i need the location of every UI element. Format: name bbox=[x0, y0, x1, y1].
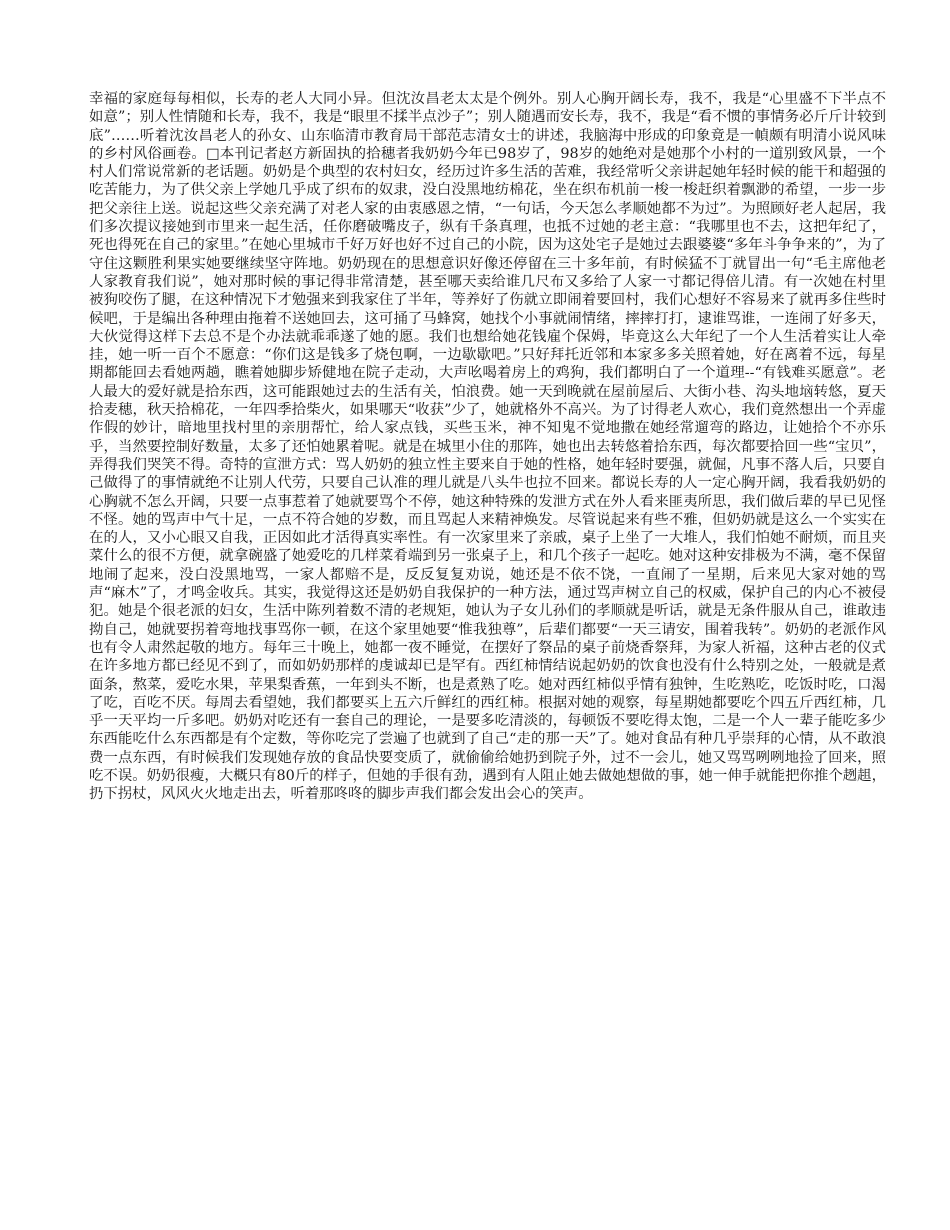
article-body bbox=[89, 90, 886, 804]
article-paragraph: 幸福的家庭每每相似，长寿的老人大同小异。但沈汝昌老太太是个例外。别人心胸开阔长寿，我不，我是“心里盛不下半点不如意”；别人性情随和长寿，我不，我是“眼里不揉半点沙子”；别人随遇而安长寿，我不，我是“看不惯的事情务必斤斤计较到底”……听着沈汝昌老人的孙女、山东临清市教育局干部范志清女士的讲述，我脑海中形成的印象竟是一幀颇有明清小说风味的乡村风俗画卷。□本刊记者赵方新固执的拾穗者我奶奶今年已98岁了，98岁的她绝对是她那个小村的一道别致风景，一个村人们常说常新的老话题。奶奶是个典型的农村妇女，经历过许多生活的苦难，我经常听父亲讲起她年轻时候的能干和超强的吃苦能力，为了供父亲上学她几乎成了织布的奴隶，没白没黑地纺棉花，坐在织布机前一梭一梭赶织着飘渺的希望，一步一步把父亲往上送。说起这些父亲充满了对老人家的由衷感恩之情，“一句话，今天怎么孝顺她都不为过”。为照顾好老人起居，我们多次提议接她到市里来一起生活，任你磨破嘴皮子，纵有千条真理，也抵不过她的老主意：“我哪里也不去，这把年纪了，死也得死在自己的家里。”在她心里城市千好万好也好不过自己的小院，因为这处宅子是她过去跟婆婆“多年斗争争来的”，为了守住这颗胜利果实她要继续坚守阵地。奶奶现在的思想意识好像还停留在三十多年前，有时候猛不丁就冒出一句“毛主席他老人家教育我们说”，她对那时候的事记得非常清楚，甚至哪天卖给谁几尺布又多给了人家一寸都记得倍儿清。有一次她在村里被狗咬伤了腿，在这种情况下才勉强来到我家住了半年，等养好了伤就立即闹着要回村，我们心想好不容易来了就再多住些时候吧，于是编出各种理由拖着不送她回去，这可捅了马蜂窝，她找个小事就闹情绪，摔摔打打，逮谁骂谁，一连闹了好多天，大伙觉得这样下去总不是个办法就乖乖遂了她的愿。我们也想给她花钱雇个保姆，毕竟这么大年纪了一个人生活着实让人牵挂，她一听一百个不愿意：“你们这是钱多了烧包啊，一边歇歇吧。”只好拜托近邻和本家多多关照着她，好在离着不远，每星期都能回去看她两趟，瞧着她脚步矫健地在院子走动，大声吆喝着房上的鸡狗，我们都明白了一个道理--“有钱难买愿意”。老人最大的爱好就是拾东西，这可能跟她过去的生活有关，怕浪费。她一天到晚就在屋前屋后、大街小巷、沟头地垴转悠，夏天拾麦穗，秋天拾棉花，一年四季拾柴火，如果哪天“收获”少了，她就格外不高兴。为了讨得老人欢心，我们竟然想出一个弄虚作假的妙计，暗地里找村里的亲朋帮忙，给人家点钱，买些玉米，神不知鬼不觉地撒在她经常遛弯的路边，让她拾个不亦乐乎，当然要控制好数量，太多了还怕她累着呢。就是在城里小住的那阵，她也出去转悠着拾东西，每次都要拾回一些“宝贝”，弄得我们哭笑不得。奇特的宣泄方式：骂人奶奶的独立性主要来自于她的性格，她年轻时要强，就倔，凡事不落人后，只要自己做得了的事情就绝不让别人代劳，只要自己认准的理儿就是八头牛也拉不回来。都说长寿的人一定心胸开阔，我看我奶奶的心胸就不怎么开阔，只要一点事惹着了她就要骂个不停，她这种特殊的发泄方式在外人看来匪夷所思，我们做后辈的早已见怪不怪。她的骂声中气十足，一点不符合她的岁数，而且骂起人来精神焕发。尽管说起来有些不雅，但奶奶就是这么一个实实在在的人，又小心眼又自我，正因如此才活得真实率性。有一次家里来了亲戚，桌子上坐了一大堆人，我们怕她不耐烦，而且夹菜什么的很不方便，就拿碗盛了她爱吃的几样菜肴端到另一张桌子上，和几个孩子一起吃。她对这种安排极为不满，毫不保留地闹了起来，没白没黑地骂，一家人都赔不是，反反复复劝说，她还是不依不饶，一直闹了一星期，后来见大家对她的骂声“麻木”了，才鸣金收兵。其实，我觉得这还是奶奶自我保护的一种方法，通过骂声树立自己的权威，保护自己的内心不被侵犯。她是个很老派的妇女，生活中陈列着数不清的老规矩，她认为子女儿孙们的孝顺就是听话，就是无条件服从自己，谁敢违拗自己，她就要拐着弯地找事骂你一顿，在这个家里她要“惟我独尊”，后辈们都要“一天三请安，围着我转”。奶奶的老派作风也有令人肃然起敬的地方。每年三十晚上，她都一夜不睡觉，在摆好了祭品的桌子前烧香祭拜，为家人祈福，这种古老的仪式在许多地方都已经见不到了，而如奶奶那样的虔诚却已是罕有。西红柿情结说起奶奶的饮食也没有什么特别之处，一般就是煮面条，熬菜，爱吃水果，苹果梨香蕉，一年到头不断，也是煮熟了吃。她对西红柿似乎情有独钟，生吃熟吃，吃饭时吃，口渴了吃，百吃不厌。每周去看望她，我们都要买上五六斤鲜红的西红柿。根据对她的观察，每星期她都要吃个四五斤西红柿，几乎一天平均一斤多吧。奶奶对吃还有一套自己的理论，一是要多吃清淡的，每顿饭不要吃得太饱，二是一个人一辈子能吃多少东西能吃什么东西都是有个定数，等你吃完了尝遍了也就到了自己“走的那一天”了。她对食品有种几乎崇拜的心情，从不敢浪费一点东西，有时候我们发现她存放的食品快要变质了，就偷偷给她扔到院子外，过不一会儿，她又骂骂咧咧地捡了回来，照吃不误。奶奶很瘦，大概只有80斤的样子，但她的手很有劲，遇到有人阻止她去做她想做的事，她一伸手就能把你推个趔趄，扔下拐杖，风风火火地走出去，听着那咚咚的脚步声我们都会发出会心的笑声。 bbox=[89, 91, 886, 803]
